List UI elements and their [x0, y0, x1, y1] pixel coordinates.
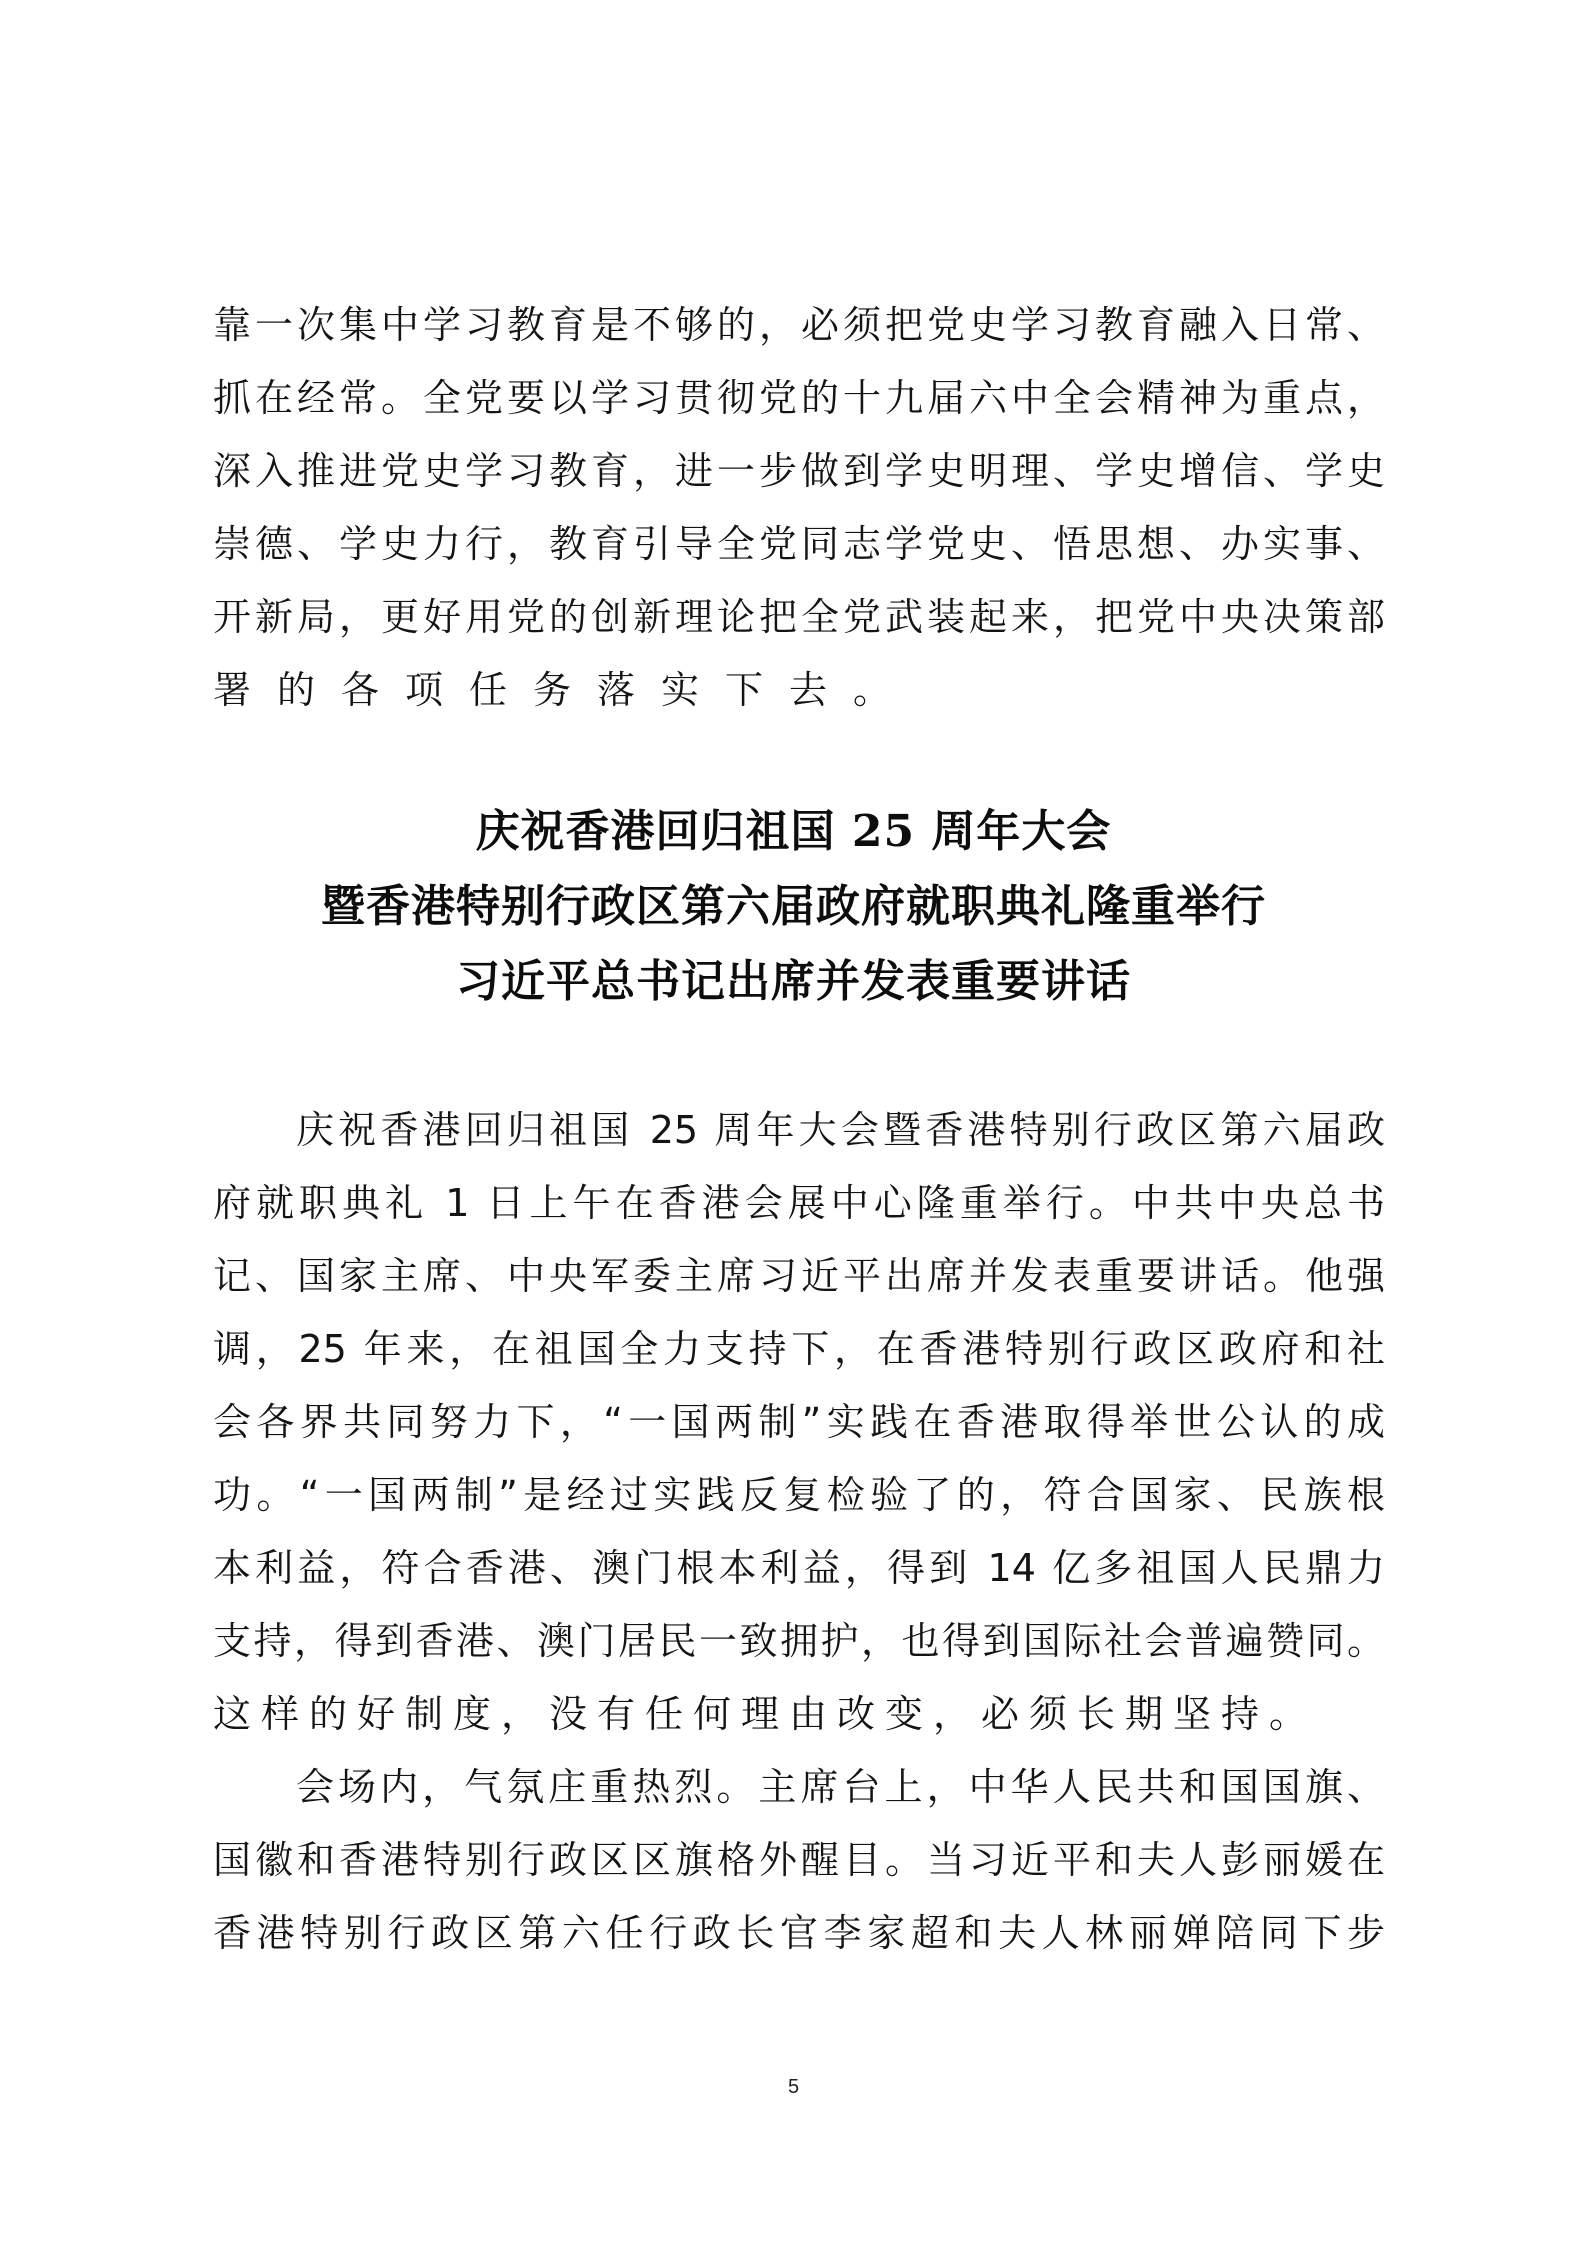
text-line: 深入推进党史学习教育，进一步做到学史明理、学史增信、学史 — [213, 449, 1385, 493]
text-line: 调，25 年来，在祖国全力支持下，在香港特别行政区政府和社 — [213, 1327, 1385, 1371]
page-number: 5 — [787, 2076, 800, 2098]
heading-line-3: 习近平总书记出席并发表重要讲话 — [456, 956, 1131, 1007]
text-line: 署的各项任务落实下去。 — [213, 668, 918, 712]
text-line: 开新局，更好用党的创新理论把全党武装起来，把党中央决策部 — [213, 595, 1385, 639]
text-line: 支持，得到香港、澳门居民一致拥护，也得到国际社会普遍赞同。 — [213, 1619, 1385, 1663]
text-line: 崇德、学史力行，教育引导全党同志学党史、悟思想、办实事、 — [213, 522, 1385, 566]
text-line: 会各界共同努力下，“一国两制”实践在香港取得举世公认的成 — [213, 1400, 1385, 1444]
text-line: 功。“一国两制”是经过实践反复检验了的，符合国家、民族根 — [213, 1473, 1385, 1517]
heading-line-1: 庆祝香港回归祖国 25 周年大会 — [475, 806, 1112, 857]
text-line: 抓在经常。全党要以学习贯彻党的十九届六中全会精神为重点， — [213, 376, 1385, 420]
text-line: 香港特别行政区第六任行政长官李家超和夫人林丽婵陪同下步 — [213, 1911, 1385, 1955]
text-line: 府就职典礼 1 日上午在香港会展中心隆重举行。中共中央总书 — [213, 1181, 1385, 1225]
text-line: 靠一次集中学习教育是不够的，必须把党史学习教育融入日常、 — [213, 303, 1385, 347]
text-line: 国徽和香港特别行政区区旗格外醒目。当习近平和夫人彭丽媛在 — [213, 1838, 1385, 1882]
heading-line-2: 暨香港特别行政区第六届政府就职典礼隆重举行 — [321, 881, 1266, 932]
text-line: 本利益，符合香港、澳门根本利益，得到 14 亿多祖国人民鼎力 — [213, 1546, 1385, 1590]
text-line: 会场内，气氛庄重热烈。主席台上，中华人民共和国国旗、 — [296, 1765, 1385, 1809]
text-line: 记、国家主席、中央军委主席习近平出席并发表重要讲话。他强 — [213, 1254, 1385, 1298]
text-line: 庆祝香港回归祖国 25 周年大会暨香港特别行政区第六届政 — [296, 1108, 1385, 1152]
text-line: 这样的好制度，没有任何理由改变，必须长期坚持。 — [213, 1692, 1318, 1736]
